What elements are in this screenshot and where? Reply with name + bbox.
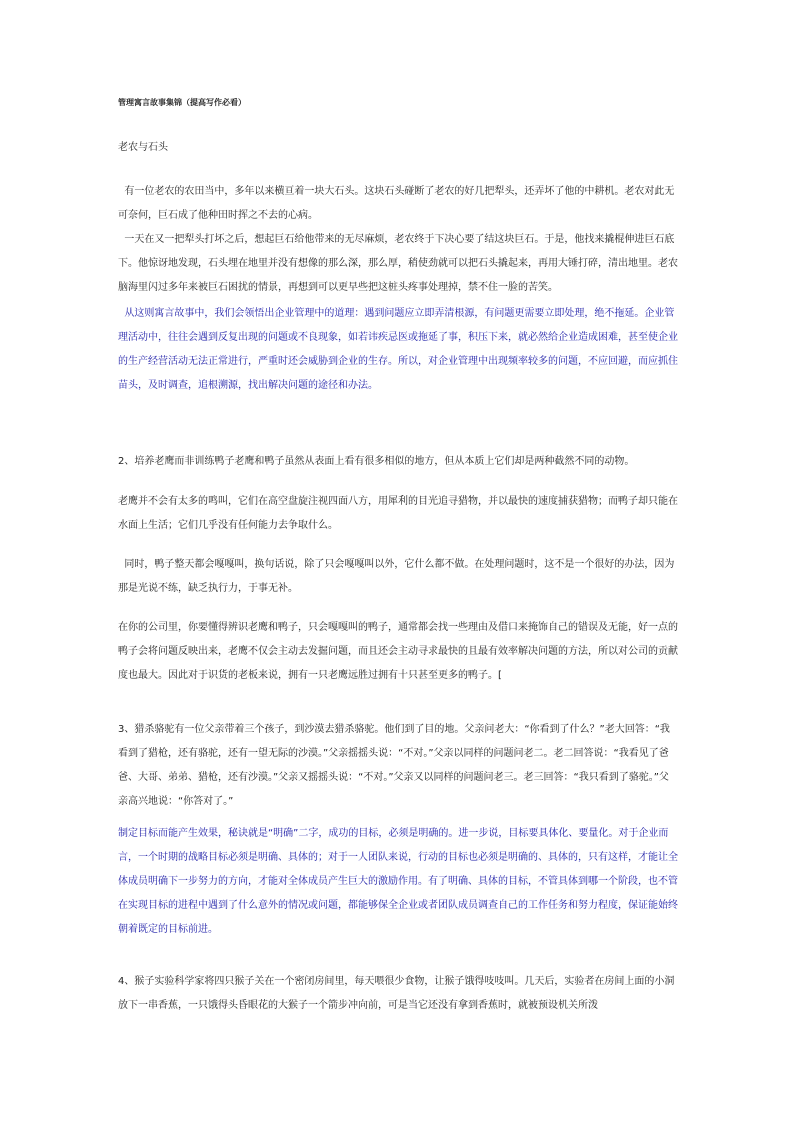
paragraph-3: 2、培养老鹰而非训练鸭子老鹰和鸭子虽然从表面上看有很多相似的地方，但从本质上它们却是两种截然不同的动物。 bbox=[118, 456, 635, 467]
section-heading: 老农与石头 bbox=[118, 142, 168, 153]
paragraph-2: 从这则寓言故事中，我们会领悟出企业管理中的道理：遇到问题应立即弄清根源，有问题更需要立即处理，绝不拖延。企业管理活动中，往往会遇到反复出现的问题或不良现象，如若讳疾忌医或拖延了事，积压下来，就必然给企业造成困难，甚至使企业的生产经营活动无法正常进行，严重时还会威胁到企业的生存。所以，对企业管理中出现频率较多的问题，不应回避，而应抓住苗头，及时调查，追根溯源，找出解决问题的途径和办法。 bbox=[118, 308, 678, 391]
paragraph-7: 3、猎杀骆驼有一位父亲带着三个孩子，到沙漠去猎杀骆驼。他们到了目的地。父亲问老大：“你看到了什么？”老大回答：“我看到了猎枪，还有骆驼，还有一望无际的沙漠。”父亲摇摇头说：“不对。”父亲以同样的问题问老二。老二回答说：“我看见了爸爸、大哥、弟弟、猎枪，还有沙漠。”父亲又摇摇头说：“不对。”父亲又以同样的问题问老三。老三回答：“我只看到了骆驼。”父亲高兴地说：“你答对了。” bbox=[118, 724, 670, 807]
paragraph-9: 4、猴子实验科学家将四只猴子关在一个密闭房间里，每天喂很少食物，让猴子饿得吱吱叫。几天后，实验者在房间上面的小洞放下一串香蕉，一只饿得头昏眼花的大猴子一个箭步冲向前，可是当它还没有拿到香蕉时，就被预设机关所泼 bbox=[118, 976, 675, 1011]
paragraph-4: 老鹰并不会有太多的鸣叫，它们在高空盘旋注视四面八方，用犀利的目光追寻猎物，并以最快的速度捕获猎物；而鸭子却只能在水面上生活；它们几乎没有任何能力去争取什么。 bbox=[118, 496, 678, 531]
paragraph-1: 有一位老农的农田当中，多年以来横亘着一块大石头。这块石头碰断了老农的好几把犁头，还弄坏了他的中耕机。老农对此无可奈何，巨石成了他种田时挥之不去的心病。 一天在又一把犁头打坏之后，想起巨石给他带来的无尽麻烦，老农终于下决心要了结这块巨石。于是，他找来撬棍伸进巨石底下。他惊讶地发现，石头埋在地里并没有想像的那么深，那么厚，稍使劲就可以把石头撬起来，再用大锤打碎，清出地里。老农脑海里闪过多年来被巨石困扰的情景，再想到可以更早些把这桩头疼事处理掉，禁不住一脸的苦笑。 bbox=[118, 186, 678, 293]
paragraph-6: 在你的公司里，你要懂得辨识老鹰和鸭子，只会嘎嘎叫的鸭子，通常都会找一些理由及借口来掩饰自己的错误及无能，好一点的鸭子会将问题反映出来，老鹰不仅会主动去发掘问题，而且还会主动寻求最快的且最有效率解决问题的方法，所以对公司的贡献度也最大。因此对于识货的老板来说，拥有一只老鹰远胜过拥有十只甚至更多的鸭子。[ bbox=[118, 622, 678, 681]
paragraph-8: 制定目标而能产生效果，秘诀就是“明确”二字，成功的目标，必须是明确的。进一步说，目标要具体化、要量化。对于企业而言，一个时期的战略目标必须是明确、具体的；对于一人团队来说，行动的目标也必须是明确的、具体的，只有这样，才能让全体成员明确下一步努力的方向，才能对全体成员产生巨大的激励作用。有了明确、具体的目标，不管具体到哪一个阶段，也不管在实现目标的进程中遇到了什么意外的情况或问题，都能够保全企业或者团队成员调查自己的工作任务和努力程度，保证能始终朝着既定的目标前进。 bbox=[118, 828, 678, 935]
document-title: 管理寓言故事集锦（提高写作必看） bbox=[118, 98, 246, 107]
paragraph-5: 同时，鸭子整天都会嘎嘎叫，换句话说，除了只会嘎嘎叫以外，它什么都不做。在处理问题时，这不是一个很好的办法，因为那是光说不练，缺乏执行力，于事无补。 bbox=[118, 559, 675, 594]
